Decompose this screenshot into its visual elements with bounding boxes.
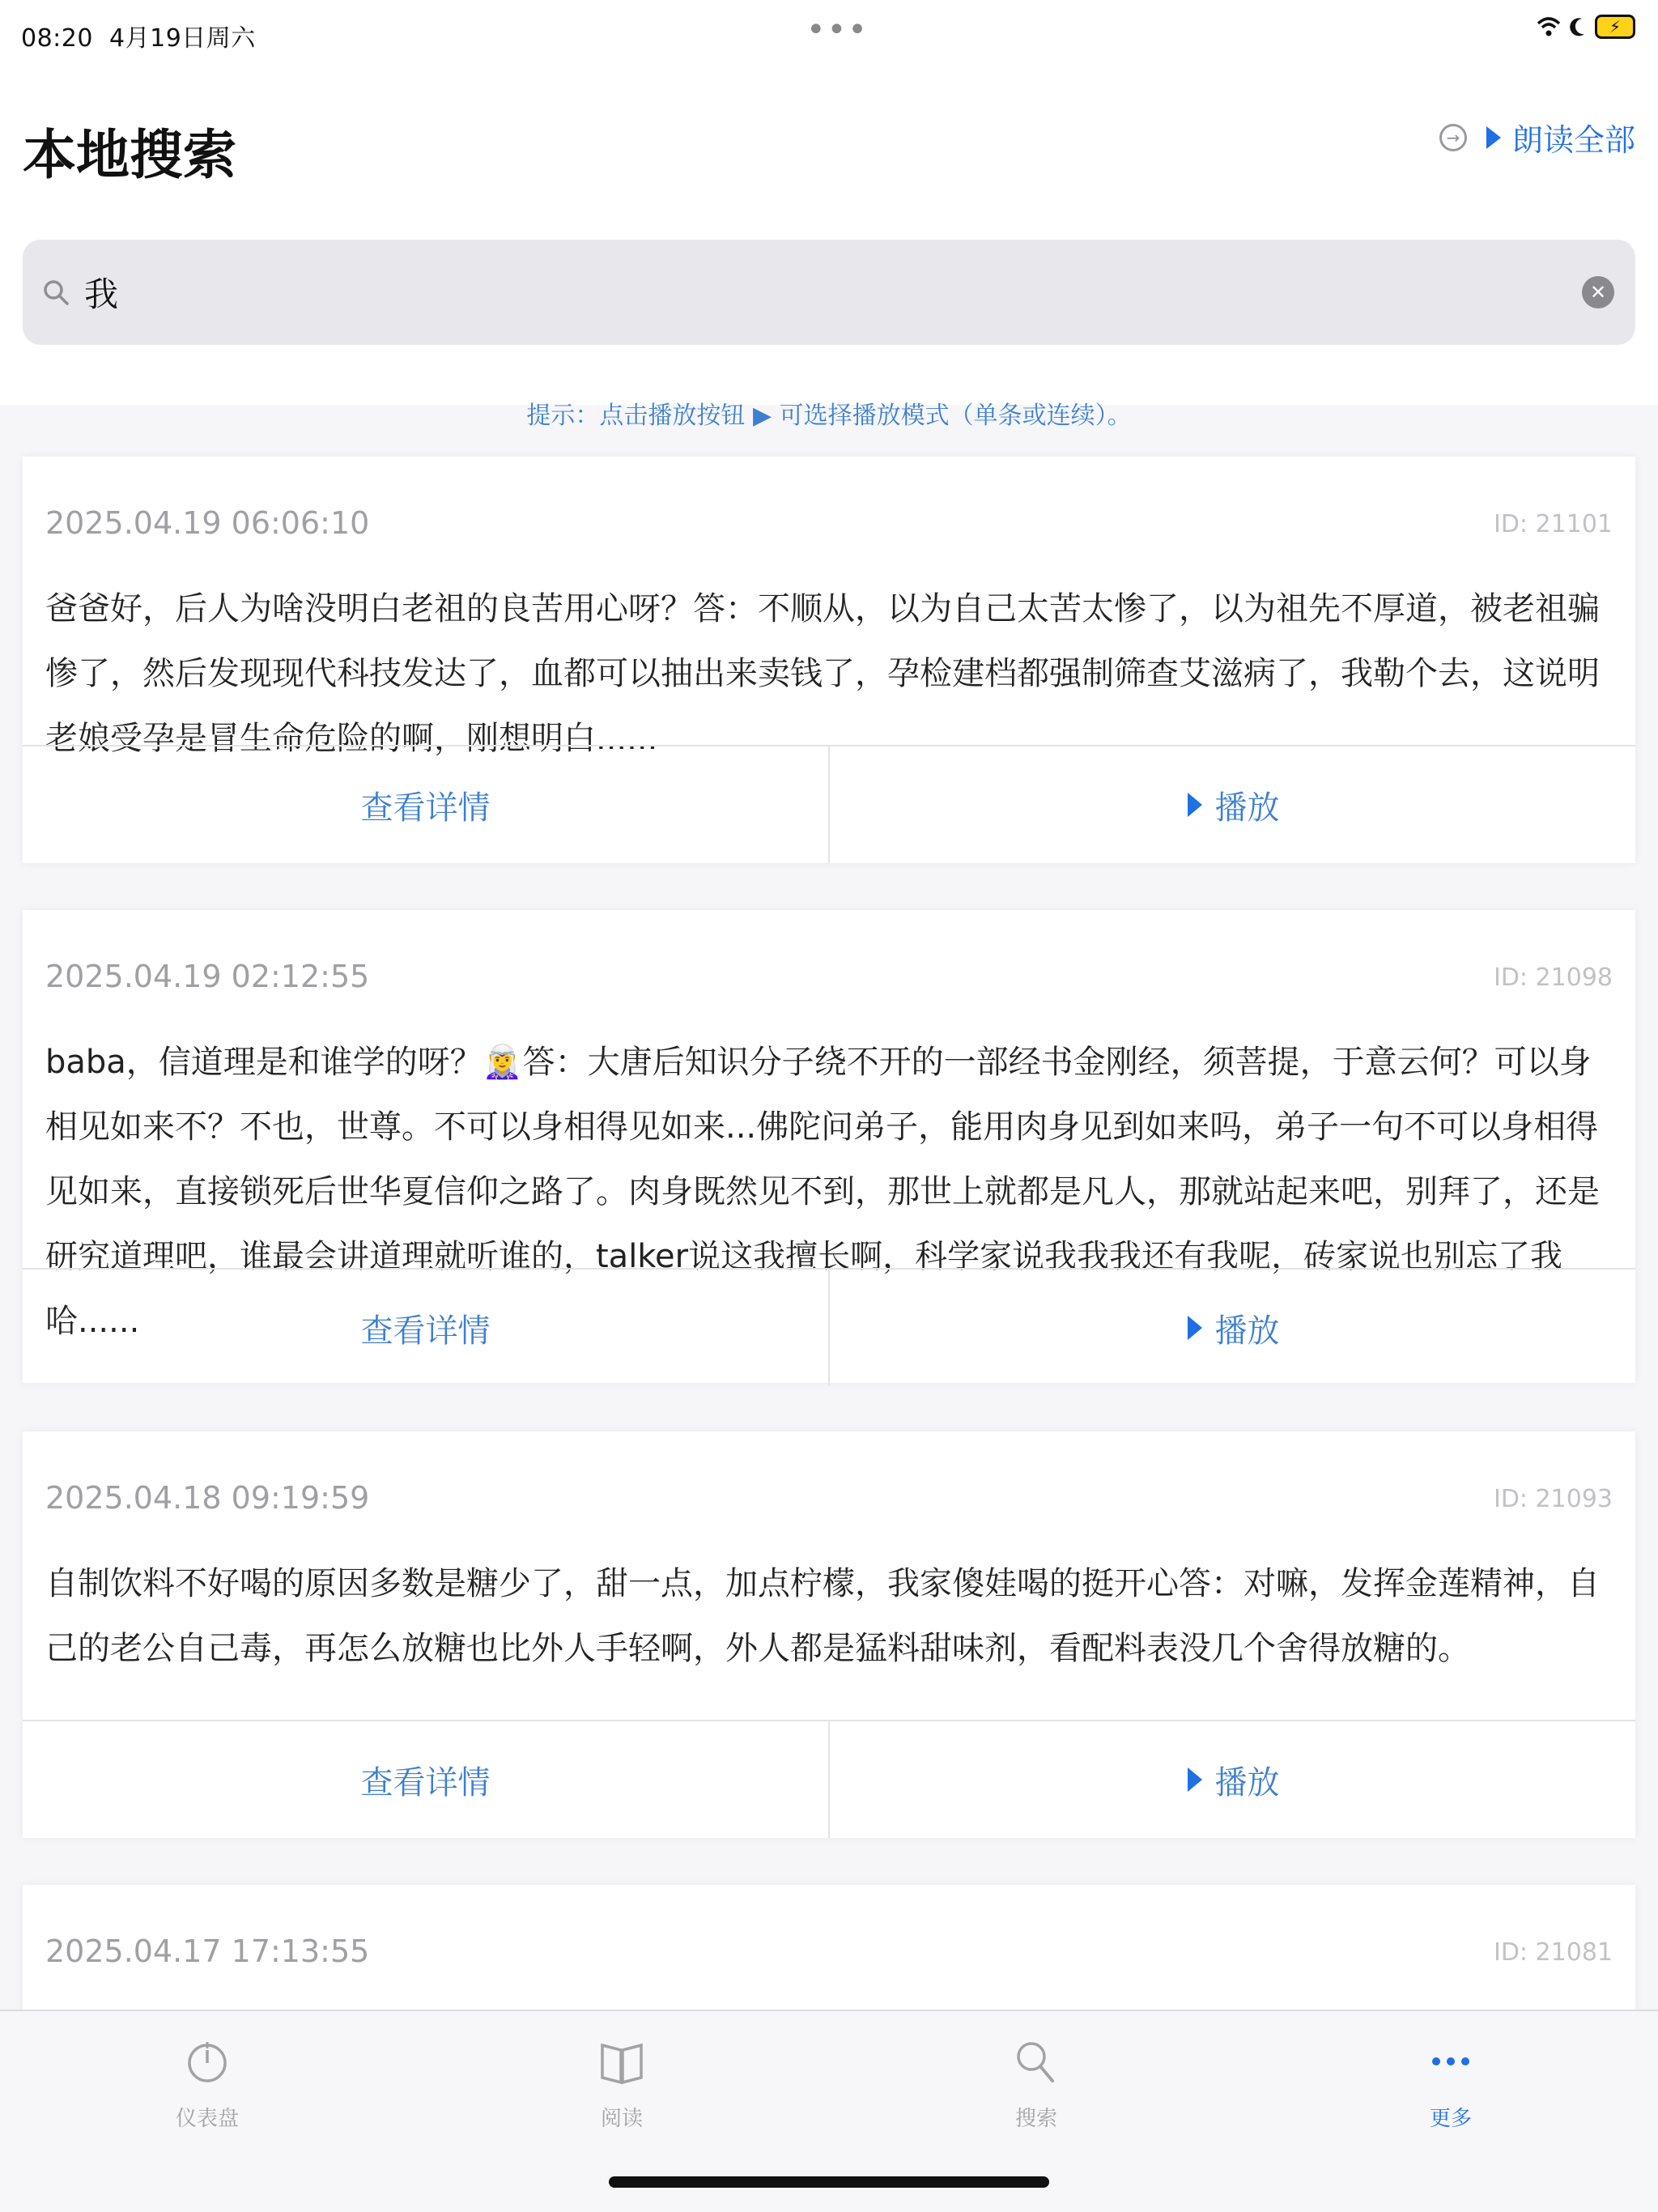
result-id: ID: 21093 — [1493, 1485, 1613, 1513]
tab-label: 阅读 — [600, 2107, 643, 2131]
battery-icon: ⚡ — [1595, 15, 1635, 39]
search-icon — [1014, 2024, 1059, 2097]
play-label: 播放 — [1214, 1763, 1280, 1802]
result-date: 2025.04.19 06:06:10 — [45, 505, 370, 541]
search-input[interactable]: 我 — [84, 274, 119, 314]
result-text: 自制饮料不好喝的原因多数是糖少了，甜一点，加点柠檬，我家傻娃喝的挺开心答：对嘛，发挥金莲精神，自己的老公自己毒，再怎么放糖也比外人手轻啊，外人都是猛料甜味剂，看配料表没几个舍得放糖的。 — [45, 1565, 1600, 1667]
play-icon — [1186, 1766, 1204, 1793]
tab-reading[interactable] — [500, 2024, 743, 2132]
status-clock: 08:20 — [21, 24, 93, 53]
result-actions — [23, 1268, 1635, 1386]
result-id: ID: 21098 — [1493, 963, 1613, 992]
play-button[interactable] — [830, 747, 1635, 863]
play-icon — [1186, 1314, 1204, 1342]
result-text: baba，信道理是和谁学的呀？🧝‍♀️答：大唐后知识分子绕不开的一部经书金刚经，须菩提，于意云何？可以身相见如来不？不也，世尊。不可以身相得见如来...佛陀问弟子，能用肉身见到如来吗，弟子一句不可以身相得见如来，直接锁死后世华夏信仰之路了。肉身既然见不到，那世上就都是凡人，那就站起来吧，别拜了，还是研究道理吧，谁最会讲道理就听谁的，talker说这我擅长啊，科学家说我我我还有我呢，砖家说也别忘了我哈...... — [45, 1044, 1600, 1340]
play-icon — [1485, 125, 1503, 151]
play-label: 播放 — [1214, 1312, 1280, 1350]
result-id: ID: 21081 — [1493, 1938, 1613, 1967]
play-icon — [1186, 791, 1204, 819]
gauge-icon — [187, 2024, 227, 2097]
result-card — [23, 1885, 1635, 2014]
result-actions — [23, 745, 1635, 863]
tab-dashboard[interactable] — [86, 2024, 329, 2132]
read-all-label: 朗读全部 — [1511, 122, 1635, 158]
status-icons — [1537, 15, 1635, 39]
result-date: 2025.04.19 02:12:55 — [45, 959, 370, 994]
play-button[interactable] — [830, 1270, 1635, 1386]
view-details-button[interactable]: 查看详情 — [23, 1721, 830, 1838]
open-arrow-icon[interactable]: → — [1439, 124, 1467, 151]
tab-label: 仪表盘 — [175, 2107, 239, 2131]
page-title: 本地搜索 — [23, 124, 236, 186]
result-actions — [23, 1720, 1635, 1838]
tab-search[interactable] — [915, 2024, 1158, 2132]
search-icon — [36, 272, 76, 313]
more-icon — [1426, 2024, 1475, 2097]
home-indicator[interactable] — [609, 2176, 1049, 2188]
view-details-button[interactable]: 查看详情 — [23, 747, 830, 863]
result-date: 2025.04.17 17:13:55 — [45, 1933, 370, 1969]
tab-label: 更多 — [1429, 2107, 1472, 2131]
view-details-button[interactable]: 查看详情 — [23, 1270, 830, 1386]
tab-more[interactable] — [1329, 2024, 1572, 2132]
result-card — [23, 1431, 1635, 1838]
play-label: 播放 — [1214, 789, 1280, 827]
status-time — [21, 18, 256, 53]
tab-label: 搜索 — [1014, 2107, 1057, 2131]
book-icon — [599, 2024, 644, 2097]
read-all-button[interactable] — [1485, 115, 1635, 160]
result-date: 2025.04.18 09:19:59 — [45, 1480, 370, 1516]
wifi-icon — [1537, 16, 1561, 37]
result-card — [23, 457, 1635, 863]
moon-icon — [1569, 16, 1587, 37]
read-all-group — [1439, 115, 1635, 160]
result-card — [23, 910, 1635, 1383]
status-bar — [0, 0, 1658, 65]
status-date: 4月19日周六 — [109, 24, 256, 53]
search-bar[interactable] — [23, 240, 1635, 345]
header — [0, 65, 1658, 430]
play-button[interactable] — [830, 1721, 1635, 1838]
result-id: ID: 21101 — [1493, 510, 1613, 538]
play-mode-hint: 提示：点击播放按钮 ▶ 可选择播放模式（单条或连续）。 — [526, 402, 1132, 430]
clear-search-button[interactable]: ✕ — [1582, 276, 1614, 308]
multitasking-dots[interactable]: ••• — [806, 11, 869, 49]
result-text: 爸爸好，后人为啥没明白老祖的良苦用心呀？答：不顺从，以为自己太苦太惨了，以为祖先不厚道，被老祖骗惨了，然后发现现代科技发达了，血都可以抽出来卖钱了，孕检建档都强制筛查艾滋病了，我勒个去，这说明老娘受孕是冒生命危险的啊，刚想明白...... — [45, 590, 1600, 757]
